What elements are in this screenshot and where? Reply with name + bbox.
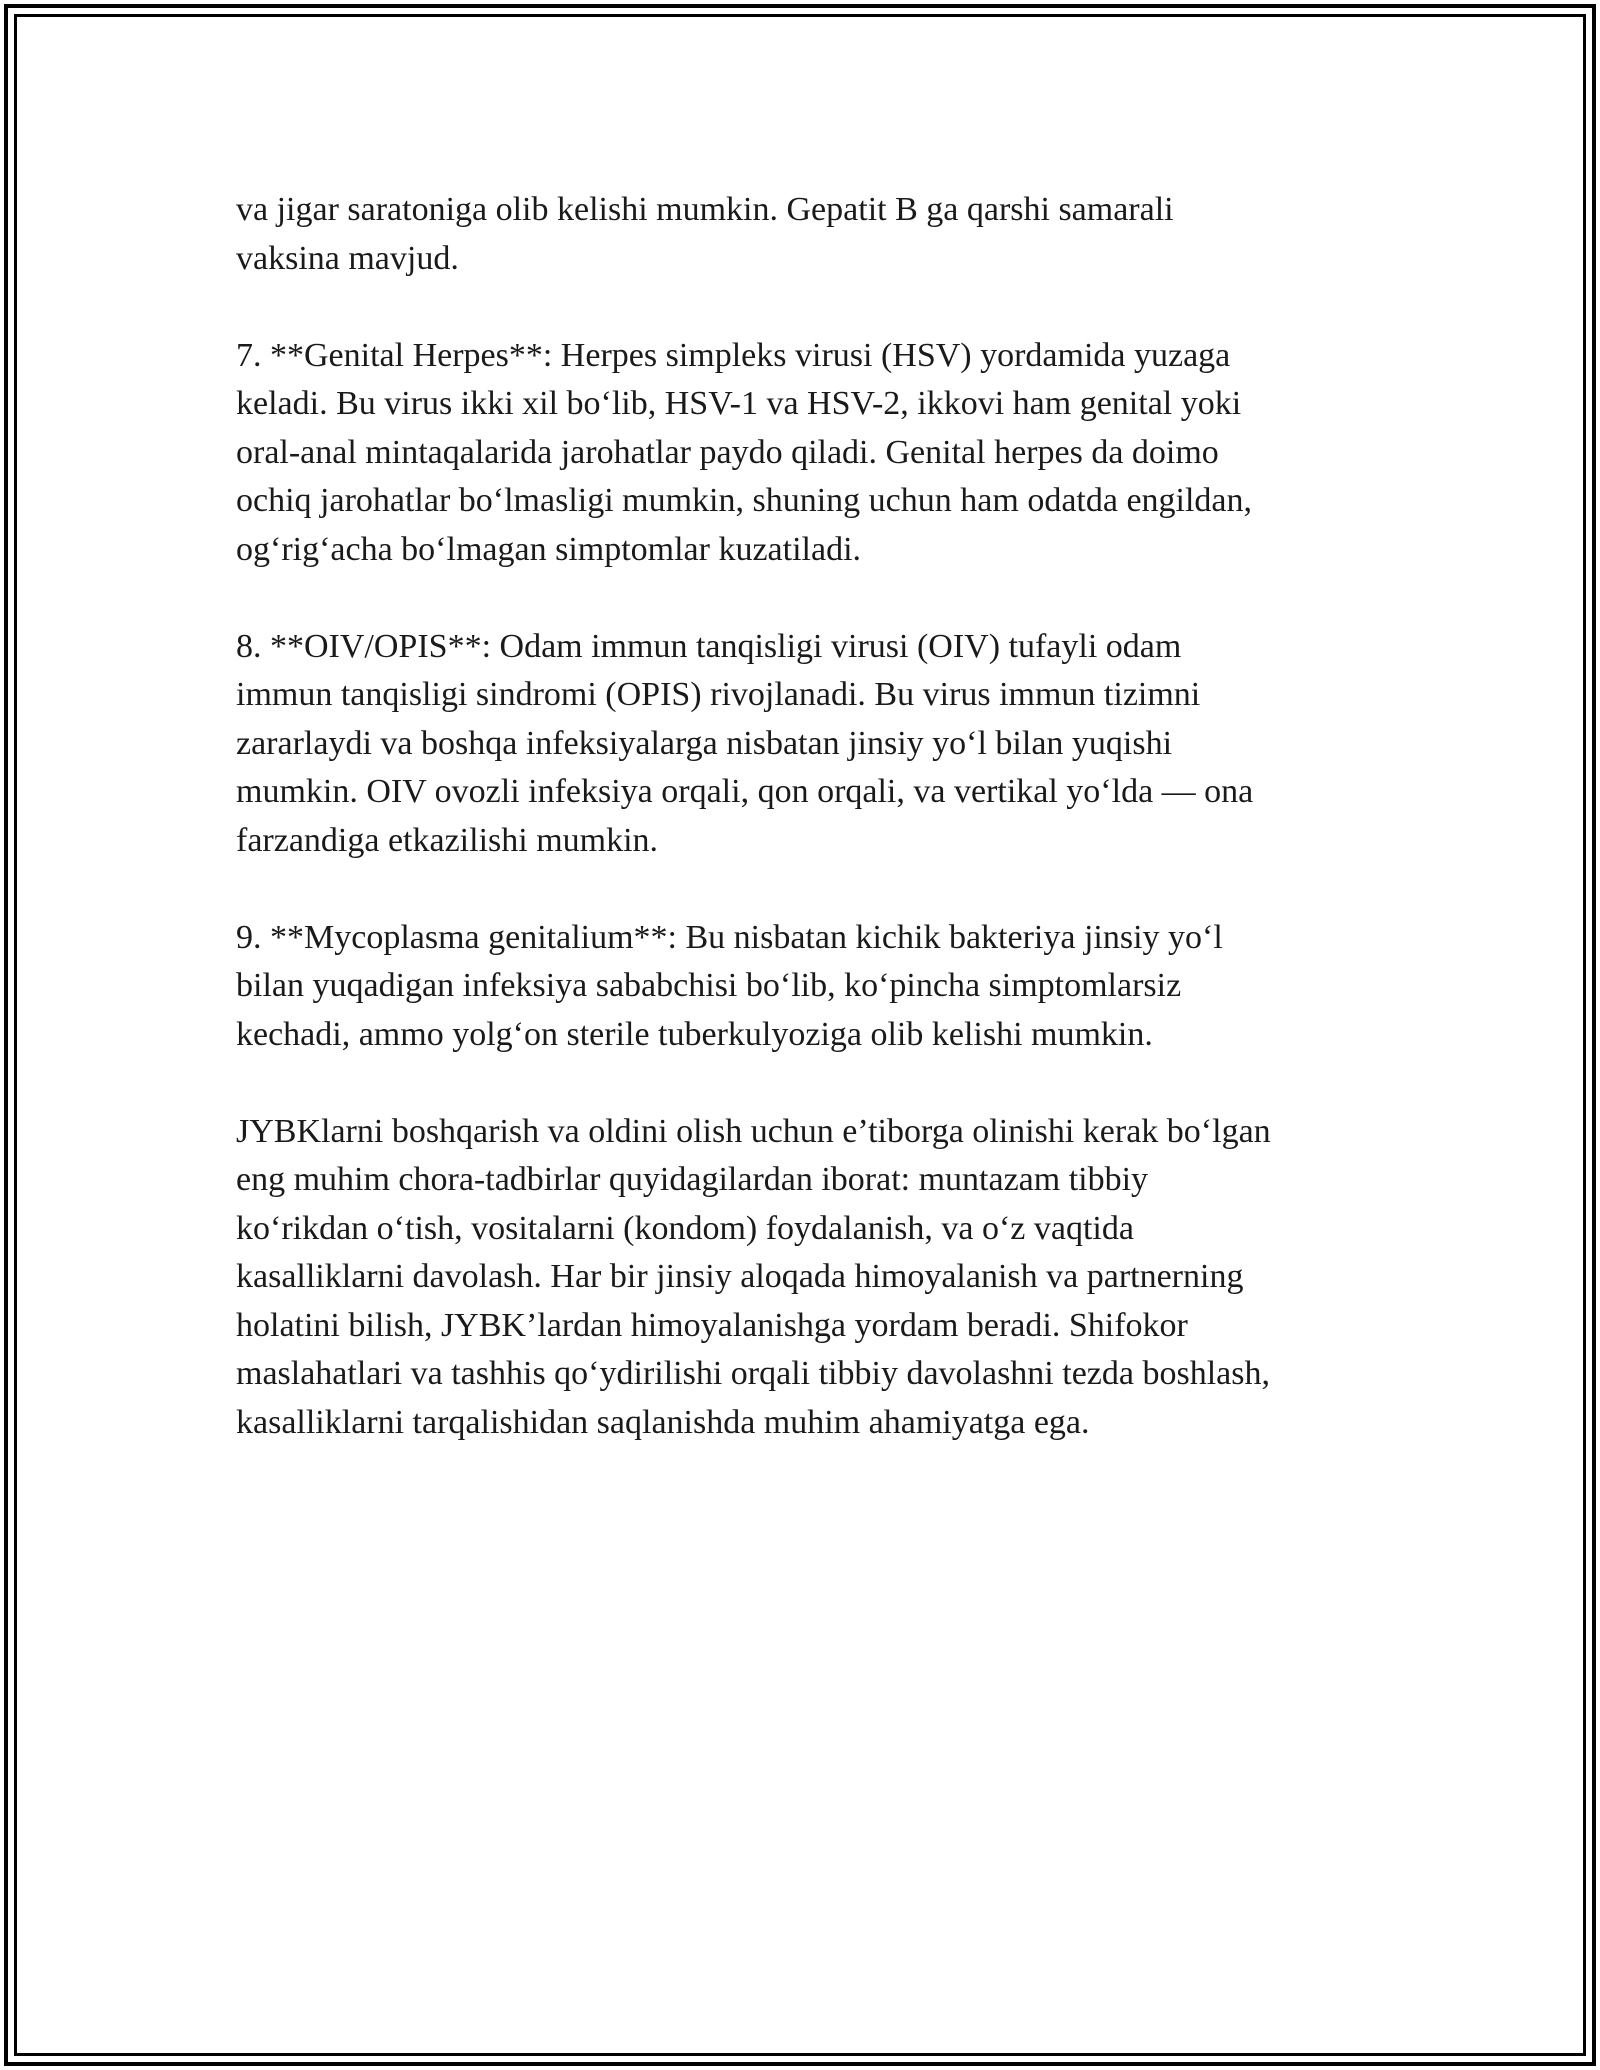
text-line: keladi. Bu virus ikki xil bo‘lib, HSV-1 va HSV-2, ikkovi ham genital yoki [236,385,1242,422]
text-line: immun tanqisligi sindromi (OPIS) rivojlanadi. Bu virus immun tizimni [236,676,1201,713]
text-line: JYBKlarni boshqarish va oldini olish uchun e’tiborga olinishi kerak bo‘lgan [236,1112,1271,1150]
text-line: og‘rig‘acha bo‘lmagan simptomlar kuzatiladi. [236,530,862,568]
paragraph-prevention-summary [236,1108,1366,1448]
text-line: holatini bilish, JYBK’lardan himoyalanishga yordam beradi. Shifokor [236,1306,1188,1344]
text-line: va jigar saratoniga olib kelishi mumkin. Gepatit B ga qarshi samarali [236,191,1174,228]
text-line: mumkin. OIV ovozli infeksiya orqali, qon orqali, va vertikal yo‘lda — ona [236,773,1254,810]
document-body [236,186,1366,1447]
text-line: 7. **Genital Herpes**: Herpes simpleks virusi (HSV) yordamida yuzaga [236,336,1231,374]
text-line: farzandiga etkazilishi mumkin. [236,821,659,859]
text-line: ko‘rikdan o‘tish, vositalarni (kondom) foydalanish, va o‘z vaqtida [236,1209,1134,1247]
text-line: eng muhim chora-tadbirlar quyidagilardan iborat: muntazam tibbiy [236,1161,1149,1198]
text-line: kasalliklarni tarqalishidan saqlanishda muhim ahamiyatga ega. [236,1403,1090,1441]
text-line: ochiq jarohatlar bo‘lmasligi mumkin, shuning uchun ham odatda engildan, [236,482,1253,519]
text-line: oral-anal mintaqalarida jarohatlar paydo qiladi. Genital herpes da doimo [236,433,1219,471]
text-line: 9. **Mycoplasma genitalium**: Bu nisbatan kichik bakteriya jinsiy yo‘l [236,918,1223,956]
text-line: maslahatlari va tashhis qo‘ydirilishi orqali tibbiy davolashni tezda boshlash, [236,1355,1270,1392]
text-line: vaksina mavjud. [236,239,459,277]
text-line: kasalliklarni davolash. Har bir jinsiy aloqada himoyalanish va partnerning [236,1258,1244,1295]
paragraph-oiv-opis [236,623,1366,866]
text-line: zararlaydi va boshqa infeksiyalarga nisbatan jinsiy yo‘l bilan yuqishi [236,724,1173,762]
paragraph-genital-herpes [236,332,1366,575]
paragraph-mycoplasma-genitalium [236,914,1366,1060]
text-line: bilan yuqadigan infeksiya sababchisi bo‘lib, ko‘pincha simptomlarsiz [236,967,1182,1004]
text-line: kechadi, ammo yolg‘on sterile tuberkulyoziga olib kelishi mumkin. [236,1015,1153,1053]
text-line: 8. **OIV/OPIS**: Odam immun tanqisligi virusi (OIV) tufayli odam [236,627,1182,665]
paragraph-hepatitis-b-continued [236,186,1366,283]
